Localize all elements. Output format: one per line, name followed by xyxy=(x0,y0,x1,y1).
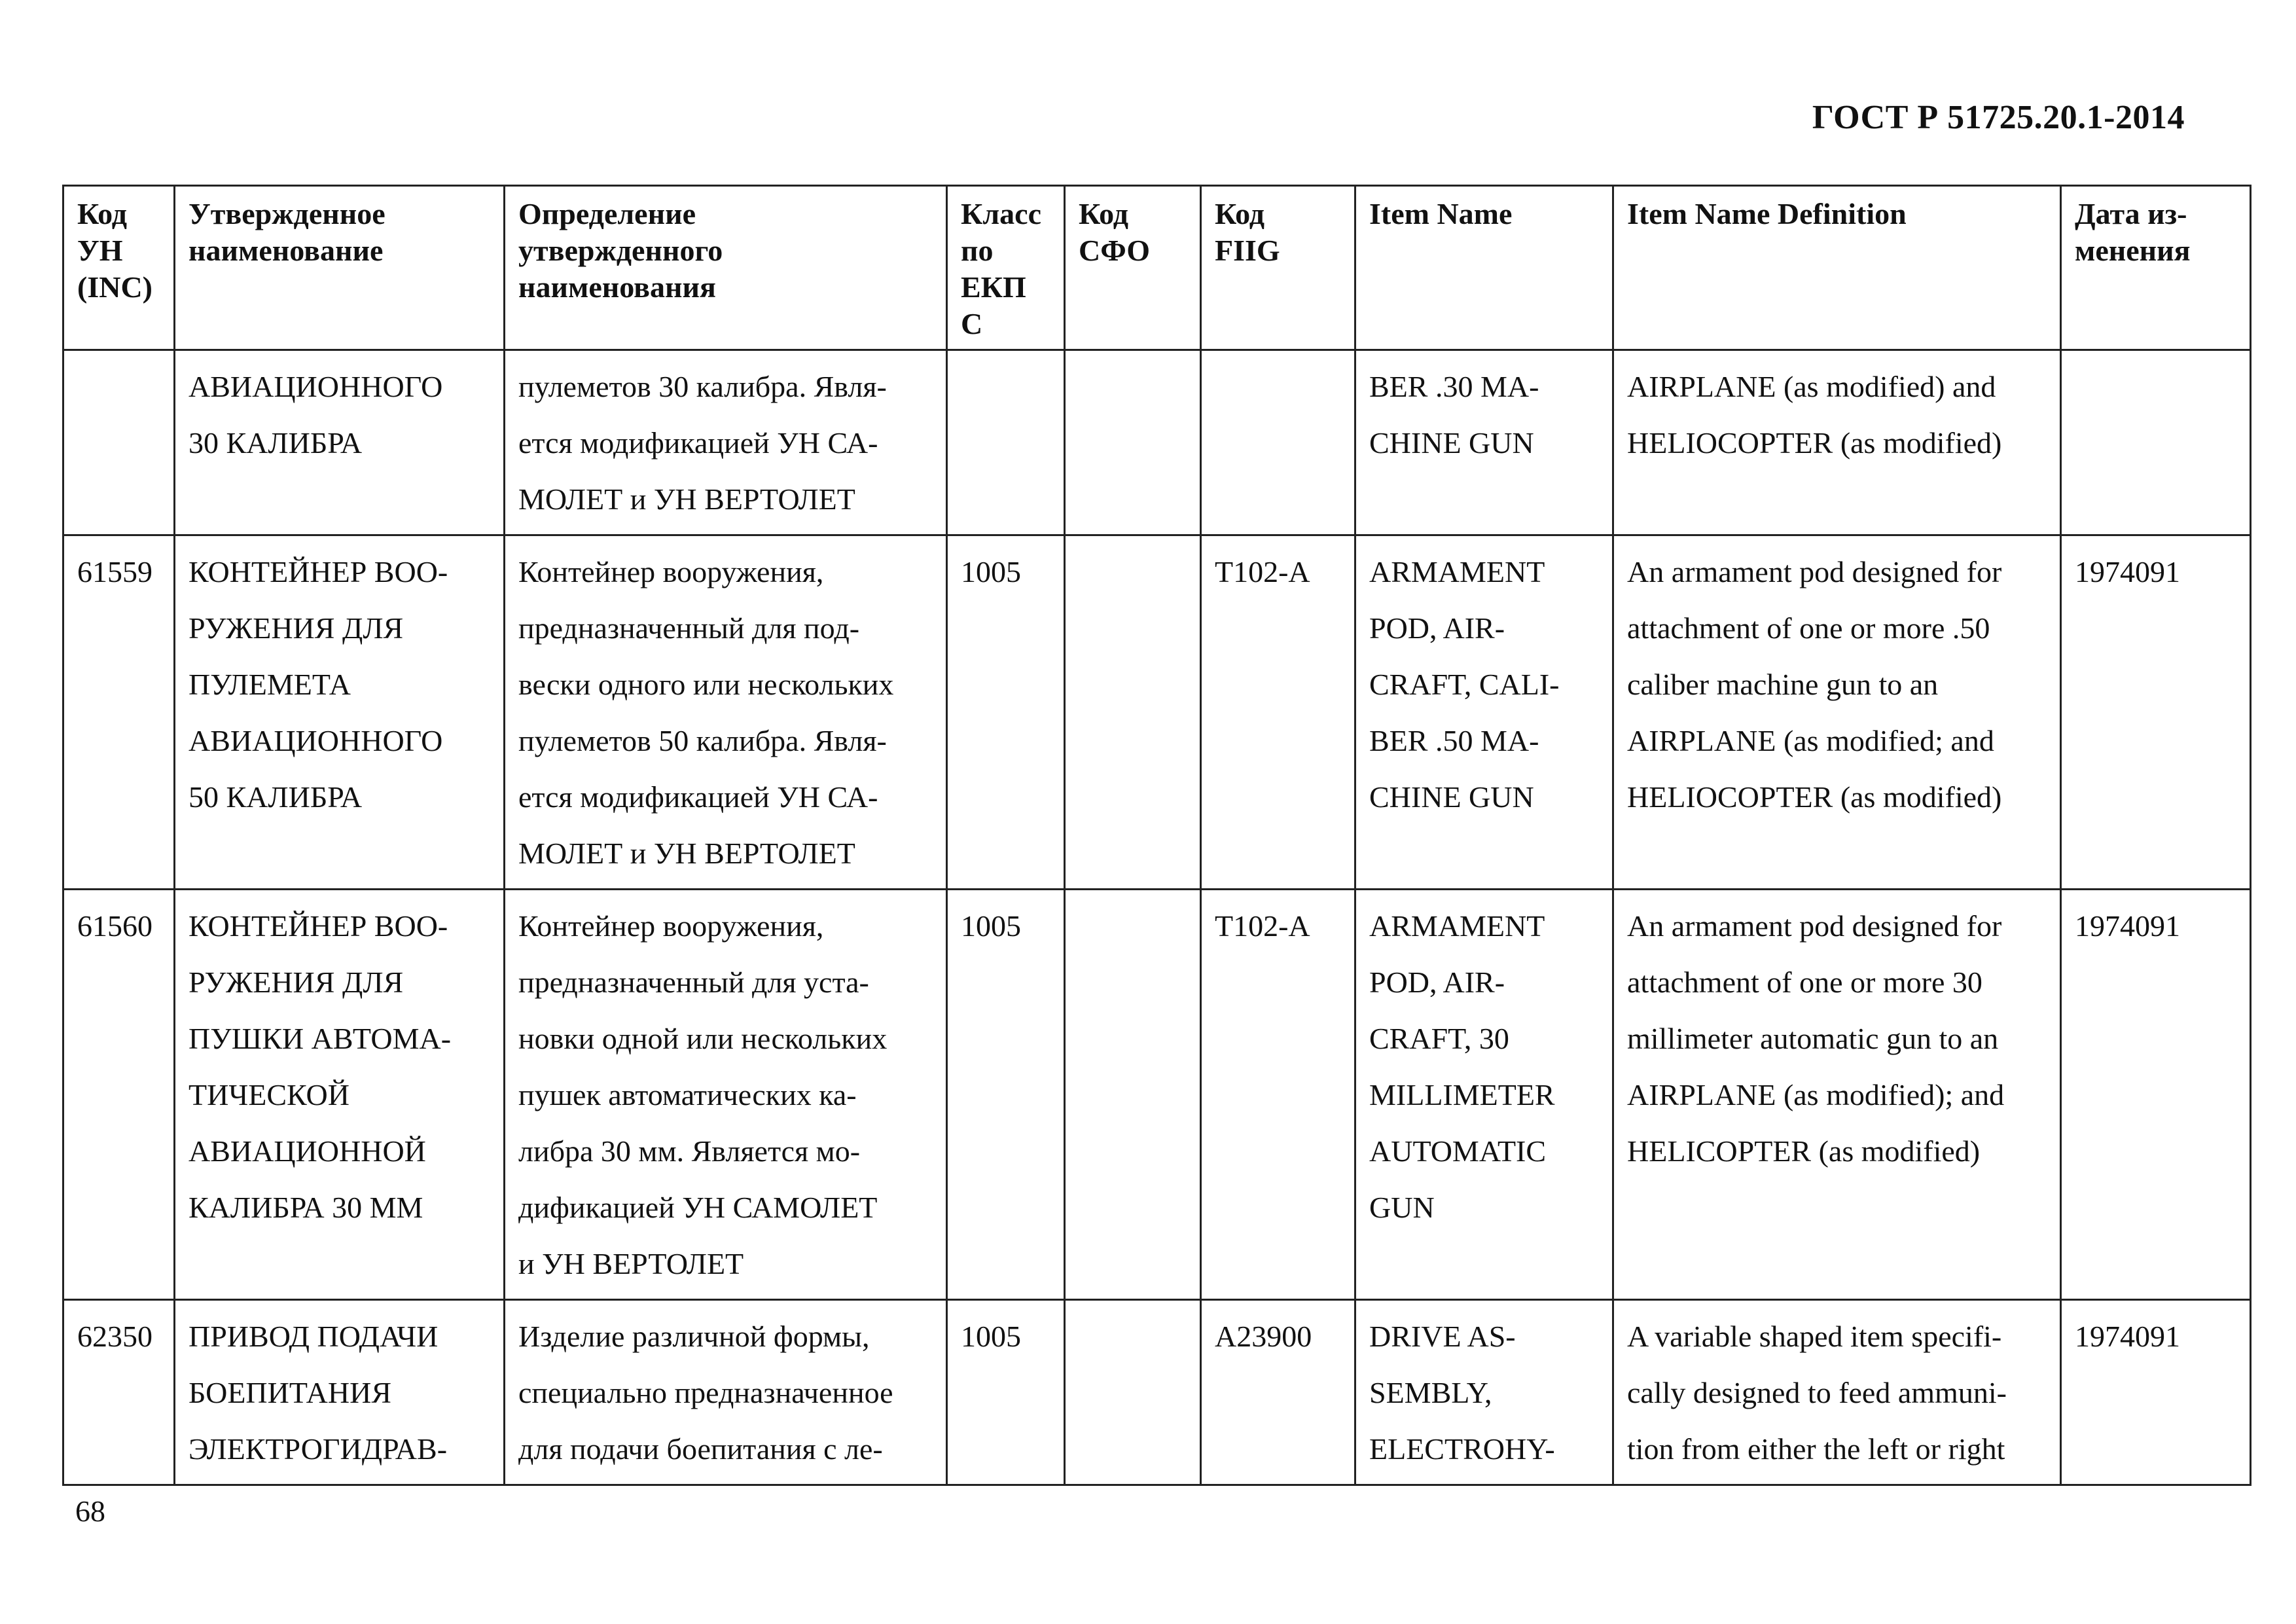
column-header-item-name: Item Name xyxy=(1355,186,1613,350)
column-header-fiig-code: Код FIIG xyxy=(1201,186,1355,350)
column-header-change-date: Дата из- менения xyxy=(2061,186,2251,350)
column-header-sfo-code: Код СФО xyxy=(1065,186,1201,350)
cell-item-name: ARMAMENT POD, AIR- CRAFT, 30 MILLIMETER AUTOMATIC GUN xyxy=(1355,890,1613,1300)
cell-fiig-code: T102-A xyxy=(1201,890,1355,1300)
table-header-row xyxy=(63,186,2251,350)
cell-name-definition: Контейнер вооружения, предназначенный для уста- новки одной или нескольких пушек автоматических ка- либра 30 мм. Является мо- дификацией УН САМОЛЕТ и УН ВЕРТОЛЕТ xyxy=(505,890,947,1300)
cell-item-name: ARMAMENT POD, AIR- CRAFT, CALI- BER .50 MA- CHINE GUN xyxy=(1355,535,1613,890)
table-row xyxy=(63,1300,2251,1485)
cell-sfo-code xyxy=(1065,1300,1201,1485)
cell-inc xyxy=(63,350,175,535)
cell-name-definition: пулеметов 30 калибра. Явля- ется модификацией УН СА- МОЛЕТ и УН ВЕРТОЛЕТ xyxy=(505,350,947,535)
cell-inc: 61559 xyxy=(63,535,175,890)
page-number: 68 xyxy=(75,1494,105,1528)
cell-approved-name: КОНТЕЙНЕР ВОО- РУЖЕНИЯ ДЛЯ ПУШКИ АВТОМА- ТИЧЕСКОЙ АВИАЦИОННОЙ КАЛИБРА 30 ММ xyxy=(175,890,505,1300)
cell-change-date: 1974091 xyxy=(2061,535,2251,890)
cell-fiig-code: A23900 xyxy=(1201,1300,1355,1485)
cell-item-name-definition: AIRPLANE (as modified) and HELIOCOPTER (as modified) xyxy=(1613,350,2061,535)
column-header-approved-name: Утвержденное наименование xyxy=(175,186,505,350)
column-header-item-name-definition: Item Name Definition xyxy=(1613,186,2061,350)
cell-approved-name: АВИАЦИОННОГО 30 КАЛИБРА xyxy=(175,350,505,535)
cell-sfo-code xyxy=(1065,535,1201,890)
table-row xyxy=(63,350,2251,535)
cell-item-name-definition: A variable shaped item specifi- cally designed to feed ammuni- tion from either the left or right xyxy=(1613,1300,2061,1485)
cell-change-date xyxy=(2061,350,2251,535)
cell-change-date: 1974091 xyxy=(2061,890,2251,1300)
document-code: ГОСТ Р 51725.20.1-2014 xyxy=(1812,99,2185,136)
cell-approved-name: КОНТЕЙНЕР ВОО- РУЖЕНИЯ ДЛЯ ПУЛЕМЕТА АВИАЦИОННОГО 50 КАЛИБРА xyxy=(175,535,505,890)
cell-sfo-code xyxy=(1065,890,1201,1300)
column-header-inc: Код УН (INC) xyxy=(63,186,175,350)
cell-class: 1005 xyxy=(947,535,1065,890)
cell-item-name: BER .30 MA- CHINE GUN xyxy=(1355,350,1613,535)
cell-name-definition: Изделие различной формы, специально предназначенное для подачи боепитания с ле- xyxy=(505,1300,947,1485)
cell-fiig-code xyxy=(1201,350,1355,535)
cell-name-definition: Контейнер вооружения, предназначенный для под- вески одного или нескольких пулеметов 50 калибра. Явля- ется модификацией УН СА- МОЛЕТ и УН ВЕРТОЛЕТ xyxy=(505,535,947,890)
column-header-class: Класс по ЕКП С xyxy=(947,186,1065,350)
cell-change-date: 1974091 xyxy=(2061,1300,2251,1485)
cell-approved-name: ПРИВОД ПОДАЧИ БОЕПИТАНИЯ ЭЛЕКТРОГИДРАВ- xyxy=(175,1300,505,1485)
cell-fiig-code: T102-A xyxy=(1201,535,1355,890)
cell-class xyxy=(947,350,1065,535)
cell-inc: 61560 xyxy=(63,890,175,1300)
cell-sfo-code xyxy=(1065,350,1201,535)
table-row xyxy=(63,890,2251,1300)
column-header-name-definition: Определение утвержденного наименования xyxy=(505,186,947,350)
cell-item-name-definition: An armament pod designed for attachment of one or more 30 millimeter automatic gun to an AIRPLANE (as modified); and HELICOPTER (as modified) xyxy=(1613,890,2061,1300)
cell-class: 1005 xyxy=(947,1300,1065,1485)
cell-item-name-definition: An armament pod designed for attachment of one or more .50 caliber machine gun to an AIRPLANE (as modified; and HELIOCOPTER (as modified) xyxy=(1613,535,2061,890)
cell-class: 1005 xyxy=(947,890,1065,1300)
cell-item-name: DRIVE AS- SEMBLY, ELECTROHY- xyxy=(1355,1300,1613,1485)
cell-inc: 62350 xyxy=(63,1300,175,1485)
item-name-table xyxy=(62,185,2251,1486)
table-row xyxy=(63,535,2251,890)
